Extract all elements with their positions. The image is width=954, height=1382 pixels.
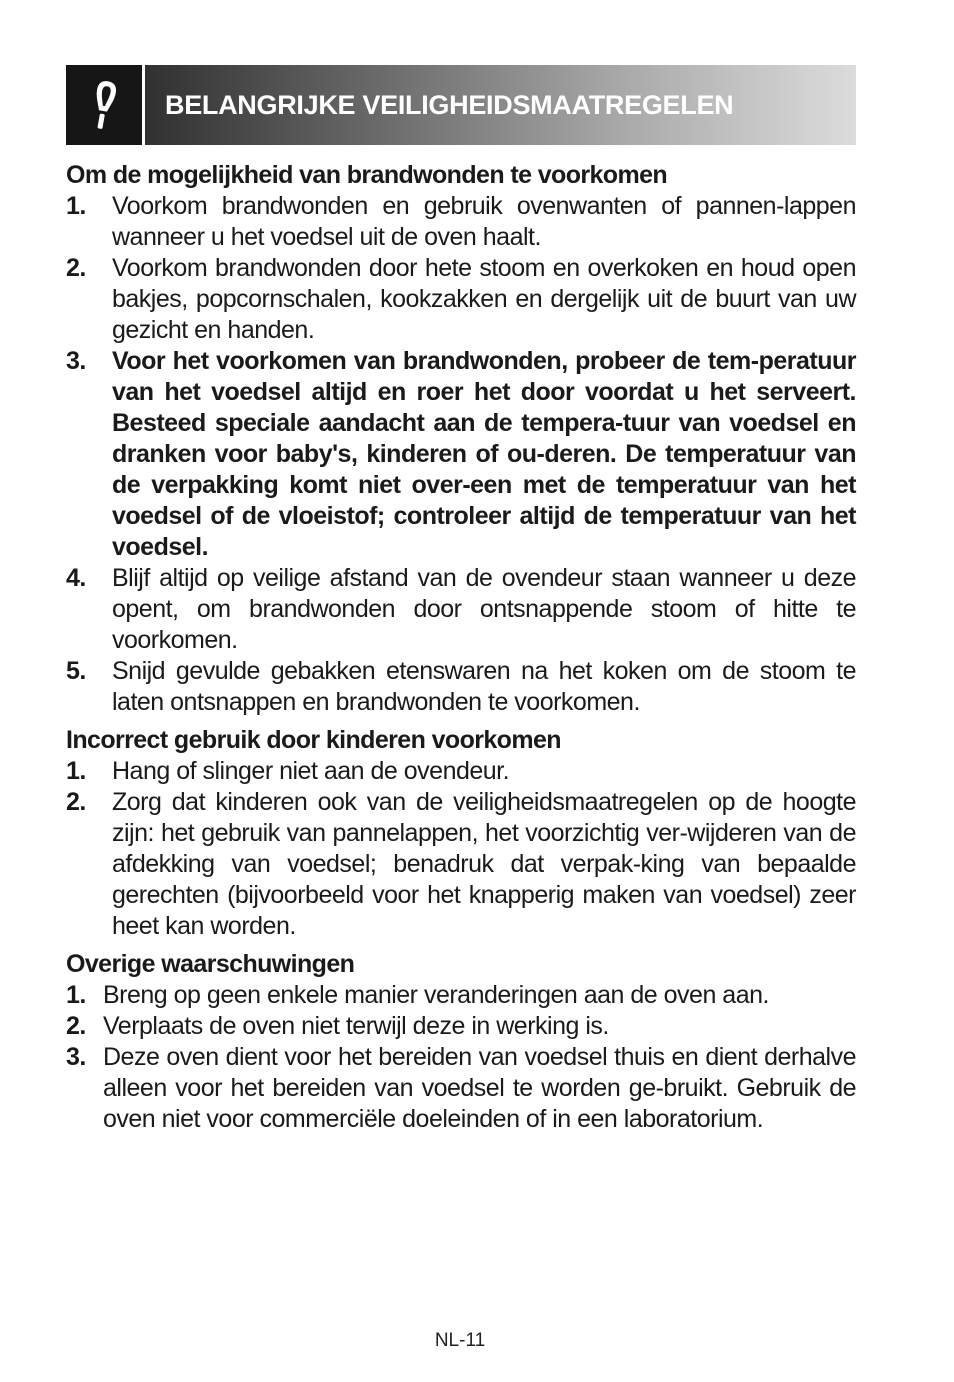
item-number: 5.	[66, 657, 86, 685]
item-text: Deze oven dient voor het bereiden van voedsel thuis en dient derhalve alleen voor het bereiden van voedsel te worden ge-bruikt. Gebruik de oven niet voor commerciële doeleinden of in een laboratorium.	[103, 1043, 856, 1133]
item-text: Verplaats de oven niet terwijl deze in werking is.	[103, 1012, 609, 1040]
page-title: BELANGRIJKE VEILIGHEIDSMAATREGELEN	[165, 89, 734, 120]
item-number: 1.	[66, 192, 86, 220]
list-item	[66, 656, 856, 718]
list-item	[66, 980, 856, 1011]
list-item	[66, 1011, 856, 1042]
list-item	[66, 563, 856, 656]
list-item	[66, 191, 856, 253]
item-text: Blijf altijd op veilige afstand van de ovendeur staan wanneer u deze opent, om brandwonden door ontsnappende stoom of hitte te voorkomen.	[112, 564, 856, 654]
content	[66, 160, 856, 1135]
item-number: 1.	[66, 981, 86, 1009]
item-number: 1.	[66, 757, 86, 785]
item-text: Hang of slinger niet aan de ovendeur.	[112, 757, 510, 785]
header-icon-box	[66, 65, 145, 145]
item-number: 3.	[66, 1043, 86, 1071]
list-item	[66, 346, 856, 563]
exclamation-icon	[87, 78, 121, 132]
item-number: 3.	[66, 347, 86, 375]
item-number: 2.	[66, 254, 86, 282]
section-title: Om de mogelijkheid van brandwonden te voorkomen	[66, 161, 668, 189]
list-item	[66, 1042, 856, 1135]
list-item	[66, 253, 856, 346]
item-number: 2.	[66, 1012, 86, 1040]
item-text: Voorkom brandwonden en gebruik ovenwanten of pannen-lappen wanneer u het voedsel uit de oven haalt.	[112, 192, 856, 251]
item-number: 2.	[66, 788, 86, 816]
item-text: Voorkom brandwonden door hete stoom en overkoken en houd open bakjes, popcornschalen, kookzakken en dergelijk uit de buurt van uw gezicht en handen.	[112, 254, 856, 344]
burn-prevention-list	[66, 191, 856, 718]
item-text: Zorg dat kinderen ook van de veiligheidsmaatregelen op de hoogte zijn: het gebruik van pannelappen, het voorzichtig ver-wijderen van de afdekking van voedsel; benadruk dat verpak-king van bepaalde gerechten (bijvoorbeeld voor het knapperig maken van voedsel) zeer heet kan worden.	[112, 788, 856, 940]
item-text: Snijd gevulde gebakken etenswaren na het koken om de stoom te laten ontsnappen en brandwonden te voorkomen.	[112, 657, 856, 716]
section-title: Incorrect gebruik door kinderen voorkomen	[66, 726, 561, 754]
item-text: Breng op geen enkele manier veranderingen aan de oven aan.	[103, 981, 769, 1009]
item-number: 4.	[66, 564, 86, 592]
other-warnings-list	[66, 980, 856, 1135]
section-header	[66, 65, 856, 145]
page-number: NL-11	[434, 1330, 486, 1351]
children-misuse-list	[66, 756, 856, 942]
section-title: Overige waarschuwingen	[66, 950, 355, 978]
list-item	[66, 787, 856, 942]
item-text: Voor het voorkomen van brandwonden, probeer de tem-peratuur van het voedsel altijd en roer het door voordat u het serveert. Besteed speciale aandacht aan de tempera-tuur van voedsel en dranken voor baby's, kinderen of ou-deren. De temperatuur van de verpakking komt niet over-een met de temperatuur van het voedsel of de vloeistof; controleer altijd de temperatuur van het voedsel.	[112, 347, 856, 561]
list-item	[66, 756, 856, 787]
